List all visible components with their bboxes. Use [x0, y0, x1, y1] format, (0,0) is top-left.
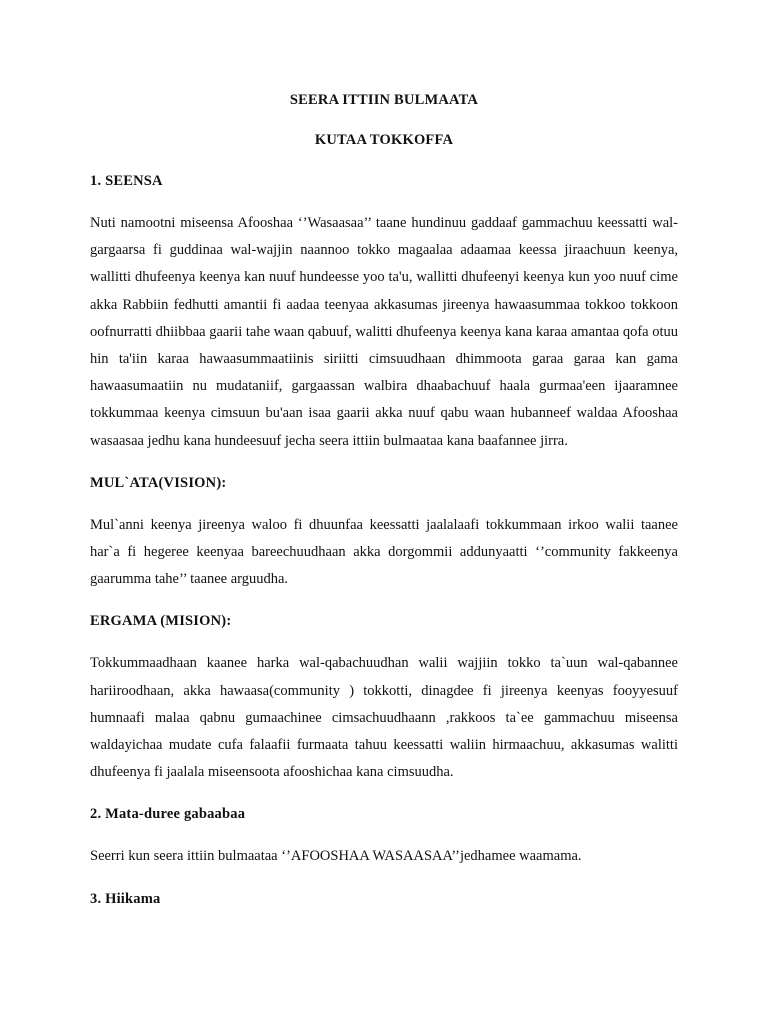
section-heading-vision: MUL`ATA(VISION): [90, 474, 227, 491]
section-text-seensa: Nuti namootni miseensa Afooshaa ‘’Wasaasaa’’ taane hundinuu gaddaaf gammachuu keessatti wal-gargaarsa fi guddinaa wal-wajjin naannoo tokko magaalaa adaamaa keessa jiraachuun keenya, wallitti dhufeenya keenya kan nuuf hundeesse yoo ta'u, wallitti dhufeenyi keenya kun yoo nuuf cime akka Rabbiin fedhutti amantii fi aadaa teenyaa akkasumas jireenya hawaasummaa tokkoo tokkoon oofnurratti dhiibbaa gaarii tahe waan qabuuf, walitti dhufeenya keenya kana karaa amantaa qofa otuu hin ta'iin karaa hawaasummaatiinis siriitti cimsuudhaan dhimmoota garaa garaa kan gama hawaasumaatiin nu mudataniif, gargaassan walbira dhaabachuuf haala gurmaa'een ijaaramnee tokkummaa keenya cimsuun bu'aan isaa gaarii akka nuuf qabu waan hubanneef waldaa Afooshaa wasaasaa jedhu kana hundeesuuf jecha seera ittiin bulmaataa kana baafannee jirra. [90, 215, 678, 449]
section-heading-mata-duree: 2. Mata-duree gabaabaa [90, 806, 246, 823]
section-heading-hiikama: 3. Hiikama [90, 890, 161, 907]
section-text-mata-duree: Seerri kun seera ittiin bulmaataa ‘’AFOOSHAA WASAASAA’’jedhamee waamama. [90, 848, 582, 865]
document-title: SEERA ITTIIN BULMAATA [289, 92, 479, 108]
section-text-vision: Mul`anni keenya jireenya waloo fi dhuunfaa keessatti jaalalaafi tokkummaan irkoo walii taanee har`a fi hegeree keenyaa bareechuudhaan akka dorgommii addunyaatti ‘’community fakkeenya gaarumma tahe’’ taanee arguudha. [90, 516, 678, 588]
document-subtitle: KUTAA TOKKOFFA [314, 132, 454, 148]
section-heading-seensa: 1. SEENSA [90, 173, 163, 189]
section-heading-mission: ERGAMA (MISION): [90, 613, 232, 630]
document-page [90, 92, 678, 928]
section-text-mission: Tokkummaadhaan kaanee harka wal-qabachuudhan walii wajjiin tokko ta`uun wal-qabannee hariiroodhaan, akka hawaasa(community ) tokkotti, dinagdee fi jireenya keenyas fooyyesuuf humnaafi malaa qabnu gumaachinee cimsachuudhaann ,rakkoos ta`ee gammachuu miseensa waldayichaa mudate cufa falaafii furmaata tahuu keessatti waliin hirmaachuu, akkasumas walitti dhufeenya fi jaalala miseensoota afooshichaa kana cimsuudha. [90, 655, 678, 781]
